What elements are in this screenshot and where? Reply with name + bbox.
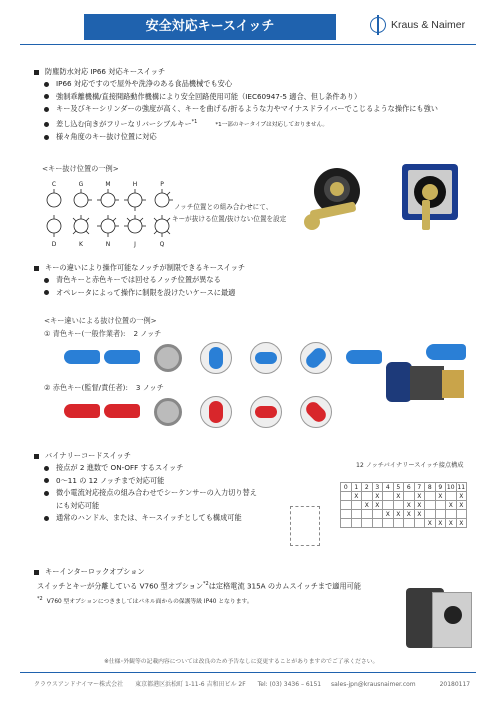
section-binary bbox=[34, 450, 324, 524]
table-header-cell: 1 bbox=[351, 483, 362, 492]
footer bbox=[34, 679, 474, 688]
brand-name: Kraus & Naimer bbox=[391, 19, 466, 31]
list-item: 青色キーと赤色キーでは回せるノッチ位置が異なる bbox=[34, 274, 474, 286]
page-title: 安全対応キースイッチ bbox=[84, 14, 336, 40]
pos-label: Q bbox=[159, 241, 165, 248]
table-header-cell: 5 bbox=[393, 483, 404, 492]
blue-key-label: ① 青色キー(一般作業者): 2 ノッチ bbox=[44, 329, 162, 338]
section-heading: キーの違いにより操作可能なノッチが制限できるキースイッチ bbox=[34, 262, 474, 274]
pos-label: N bbox=[105, 241, 111, 248]
position-n-icon bbox=[101, 219, 115, 233]
list-item: 0～11 の 12 ノッチまで対応可能 bbox=[34, 475, 324, 487]
blue-key-image bbox=[104, 350, 140, 364]
diagram-title: <キー抜け位置の一例> bbox=[42, 164, 119, 173]
position-k-icon bbox=[74, 219, 88, 233]
list-item: キー及びキーシリンダーの強度が高く、キーを曲げる/折るような力やマイナスドライバーでこじるような操作にも強い bbox=[34, 103, 474, 115]
table-header-cell: 2 bbox=[362, 483, 373, 492]
key-position-diagram bbox=[40, 178, 180, 248]
position-c-icon bbox=[47, 193, 61, 207]
section-heading: 防塵防水対応 IP66 対応キースイッチ bbox=[34, 66, 474, 78]
switch-face-red-image bbox=[200, 396, 232, 428]
footer-email[interactable]: sales-jpn@krausnaimer.com bbox=[331, 681, 416, 688]
list-item: 様々角度のキー抜け位置に対応 bbox=[34, 131, 474, 143]
red-key-label: ② 赤色キー(監督/責任者): 3 ノッチ bbox=[44, 383, 164, 392]
table-header-cell: 7 bbox=[414, 483, 425, 492]
switch-face-blue-image bbox=[300, 342, 332, 374]
red-key-image bbox=[64, 404, 100, 418]
table-row: X X X X X X bbox=[341, 492, 467, 501]
position-d-icon bbox=[47, 219, 61, 233]
pos-label: M bbox=[105, 181, 111, 188]
position-h-icon bbox=[128, 193, 142, 207]
list-item-cont: にも対応可能 bbox=[56, 500, 100, 510]
table-header-cell: 9 bbox=[435, 483, 446, 492]
header-divider bbox=[20, 44, 476, 45]
list-item: 接点が 2 進数で ON-OFF するスイッチ bbox=[34, 462, 324, 474]
list-item: 通常のハンドル、または、キースイッチとしても構成可能 bbox=[34, 512, 324, 524]
pos-label: H bbox=[132, 181, 138, 188]
switch-body-photo bbox=[386, 344, 472, 406]
pos-label: C bbox=[51, 181, 57, 188]
list-item: 差し込む向きがフリーなリバーシブルキー$^{*1}$*1一部のキータイプは対応しておりません。 bbox=[34, 116, 474, 132]
section-heading: キーインターロックオプション bbox=[34, 566, 394, 578]
position-q-icon bbox=[155, 219, 169, 233]
section-text: スイッチとキーが分離している V760 型オプション$^{*2}$は定格電流 315A のカムスイッチまで適用可能 bbox=[37, 581, 362, 591]
pos-label: G bbox=[78, 181, 84, 188]
table-header-cell: 3 bbox=[372, 483, 383, 492]
switch-face-image bbox=[154, 344, 182, 372]
position-p-icon bbox=[155, 193, 169, 207]
switch-face-blue-image bbox=[250, 342, 282, 374]
pos-label: P bbox=[160, 181, 164, 188]
footer-divider bbox=[20, 672, 476, 673]
section-interlock bbox=[34, 566, 394, 609]
table-header-cell: 6 bbox=[404, 483, 415, 492]
switch-face-red-image bbox=[300, 396, 332, 428]
footer-address: 東京都港区浜松町 1-11-6 吉和田ビル 2F bbox=[135, 681, 246, 688]
key-switch-panel-photo bbox=[388, 160, 468, 240]
table-header-cell: 8 bbox=[425, 483, 436, 492]
interlock-photo bbox=[396, 588, 474, 650]
table-header-row bbox=[341, 483, 467, 492]
table-row: X X X X X X bbox=[341, 501, 467, 510]
footer-code: 20180117 bbox=[439, 681, 471, 688]
position-m-icon bbox=[101, 193, 115, 207]
pos-label: J bbox=[134, 241, 136, 248]
red-key-image bbox=[104, 404, 140, 418]
section-ip66 bbox=[34, 66, 474, 144]
switch-face-image bbox=[154, 398, 182, 426]
disclaimer: ※仕様･外観等の記載内容については改良のため予告なしに変更することがありますのでご了承ください。 bbox=[104, 659, 379, 665]
brand-logo bbox=[370, 17, 465, 33]
table-header-cell: 0 bbox=[341, 483, 352, 492]
table-header-cell: 4 bbox=[383, 483, 394, 492]
switch-schematic-image bbox=[290, 506, 320, 546]
kraus-naimer-logo-icon bbox=[370, 17, 386, 33]
list-item: 微小電流対応接点の組み合わせでシーケンサーの入力切り替え bbox=[34, 487, 324, 499]
key-switch-photo bbox=[296, 160, 380, 240]
diagram-note-1: ノッチ位置との組み合わせにて、 bbox=[174, 203, 273, 211]
table-row: X X X X bbox=[341, 510, 467, 519]
diagram-note-2: キーが抜ける位置/抜けない位置を設定 bbox=[172, 215, 287, 223]
pos-label: D bbox=[51, 241, 57, 248]
section-key-notch bbox=[34, 262, 474, 299]
table-header-cell: 10 bbox=[446, 483, 455, 491]
footer-company: クラウスアンドナイマー株式会社 bbox=[34, 681, 124, 688]
section-note: *2 V760 型オプションにつきましてはパネル面からの保護等級 IP40 となります。 bbox=[37, 596, 253, 606]
position-j-icon bbox=[128, 219, 142, 233]
example-title: <キー違いによる抜け位置の一例> bbox=[44, 316, 157, 325]
list-item: 強制乖離機構/直接開路動作機構により安全回路使用可能（IEC60947-5 適合、但し条件あり） bbox=[34, 91, 474, 103]
switch-face-red-image bbox=[250, 396, 282, 428]
position-g-icon bbox=[74, 193, 88, 207]
pos-label: K bbox=[79, 241, 83, 248]
table-header-cell: 11 bbox=[457, 483, 466, 491]
table-row: X X X X bbox=[341, 519, 467, 528]
blue-key-image bbox=[346, 350, 382, 364]
table-title: 12 ノッチバイナリースイッチ接点構成 bbox=[356, 462, 464, 469]
section-heading: バイナリーコードスイッチ bbox=[34, 450, 324, 462]
switch-face-blue-image bbox=[200, 342, 232, 374]
list-item: オペレータによって操作に制限を設けたいケースに最適 bbox=[34, 287, 474, 299]
binary-contact-table bbox=[340, 482, 467, 528]
footer-tel: Tel: (03) 3436 – 6151 bbox=[257, 681, 322, 688]
blue-key-image bbox=[64, 350, 100, 364]
list-item: IP66 対応ですので屋外や洗浄のある食品機械でも安心 bbox=[34, 78, 474, 90]
